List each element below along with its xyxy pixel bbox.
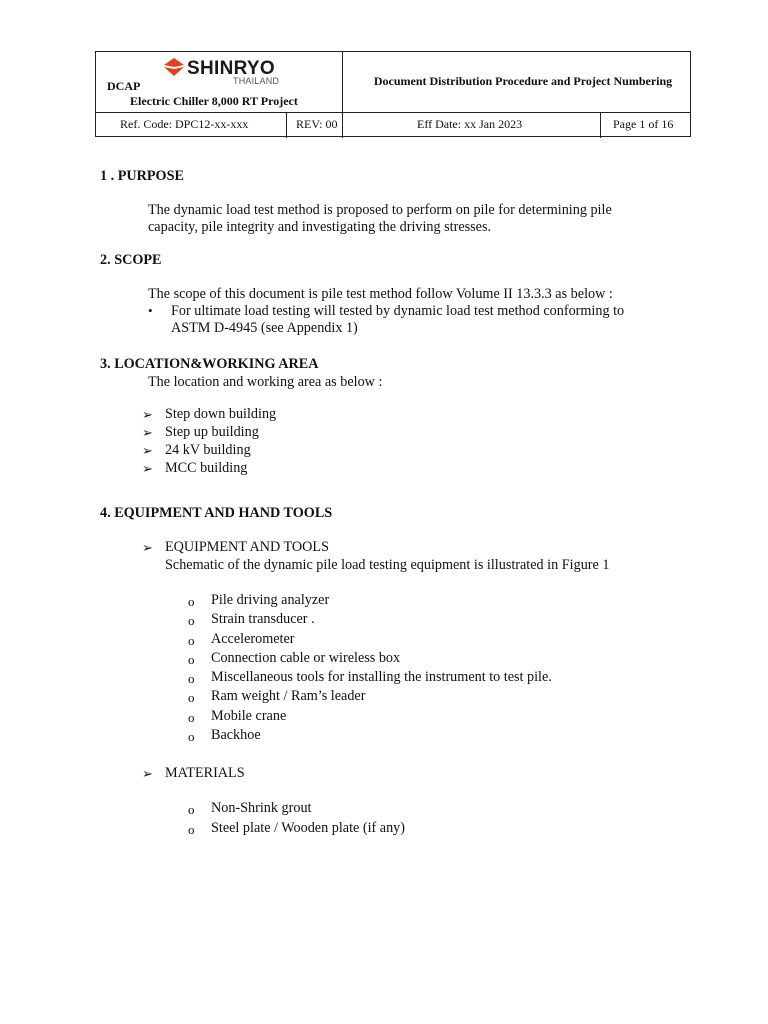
shinryo-logo-icon [164,58,184,76]
equipment-item: Accelerometer [211,631,295,647]
section-heading-scope: 2. SCOPE [100,252,162,268]
header-divider [600,112,601,138]
purpose-text-line: capacity, pile integrity and investigating the driving stresses. [148,219,492,235]
location-intro: The location and working area as below : [148,374,383,390]
revision: REV: 00 [296,117,338,131]
equipment-item: Mobile crane [211,708,287,724]
header-divider [342,52,343,138]
circle-bullet-icon: o [188,594,195,609]
project-name: Electric Chiller 8,000 RT Project [130,94,298,108]
equipment-item: Connection cable or wireless box [211,650,401,666]
document-title: Document Distribution Procedure and Project Numbering [373,74,673,88]
section-heading-equipment: 4. EQUIPMENT AND HAND TOOLS [100,505,333,521]
scope-intro: The scope of this document is pile test method follow Volume II 13.3.3 as below : [148,286,613,302]
location-item: 24 kV building [165,442,251,458]
equipment-item: Ram weight / Ram’s leader [211,688,366,704]
circle-bullet-icon: o [188,729,195,744]
header-divider [286,112,287,138]
logo-subtext: THAILAND [233,76,280,86]
equipment-item: Miscellaneous tools for installing the instrument to test pile. [211,669,552,685]
materials-group-title: MATERIALS [165,765,245,781]
location-item: Step up building [165,424,259,440]
scope-bullet-line: For ultimate load testing will tested by dynamic load test method conforming to [171,303,625,319]
arrow-bullet-icon: ➢ [142,425,153,440]
circle-bullet-icon: o [188,802,195,817]
equipment-group-title: EQUIPMENT AND TOOLS [165,539,329,555]
effective-date: Eff Date: xx Jan 2023 [417,117,523,131]
document-code: DCAP [107,79,141,93]
circle-bullet-icon: o [188,652,195,667]
circle-bullet-icon: o [188,633,195,648]
equipment-item: Strain transducer . [211,611,315,627]
location-item: Step down building [165,406,277,422]
scope-bullet-line: ASTM D-4945 (see Appendix 1) [171,320,358,336]
material-item: Steel plate / Wooden plate (if any) [211,820,406,836]
circle-bullet-icon: o [188,671,195,686]
section-heading-location: 3. LOCATION&WORKING AREA [100,356,319,372]
purpose-text-line: The dynamic load test method is proposed to perform on pile for determining pile [148,202,612,218]
arrow-bullet-icon: ➢ [142,766,153,781]
arrow-bullet-icon: ➢ [142,461,153,476]
equipment-item: Backhoe [211,727,261,743]
shinryo-logo [164,56,284,88]
circle-bullet-icon: o [188,690,195,705]
bullet-dot-icon: • [148,303,153,318]
section-heading-purpose: 1 . PURPOSE [100,168,184,184]
equipment-item: Pile driving analyzer [211,592,330,608]
arrow-bullet-icon: ➢ [142,443,153,458]
page-number: Page 1 of 16 [613,117,674,131]
circle-bullet-icon: o [188,710,195,725]
location-item: MCC building [165,460,248,476]
equipment-group-description: Schematic of the dynamic pile load testing equipment is illustrated in Figure 1 [165,557,610,573]
ref-code: Ref. Code: DPC12-xx-xxx [120,117,249,131]
arrow-bullet-icon: ➢ [142,540,153,555]
document-header-table [95,51,691,137]
material-item: Non-Shrink grout [211,800,312,816]
circle-bullet-icon: o [188,822,195,837]
logo-wordmark: SHINRYO [187,58,275,79]
arrow-bullet-icon: ➢ [142,407,153,422]
circle-bullet-icon: o [188,613,195,628]
